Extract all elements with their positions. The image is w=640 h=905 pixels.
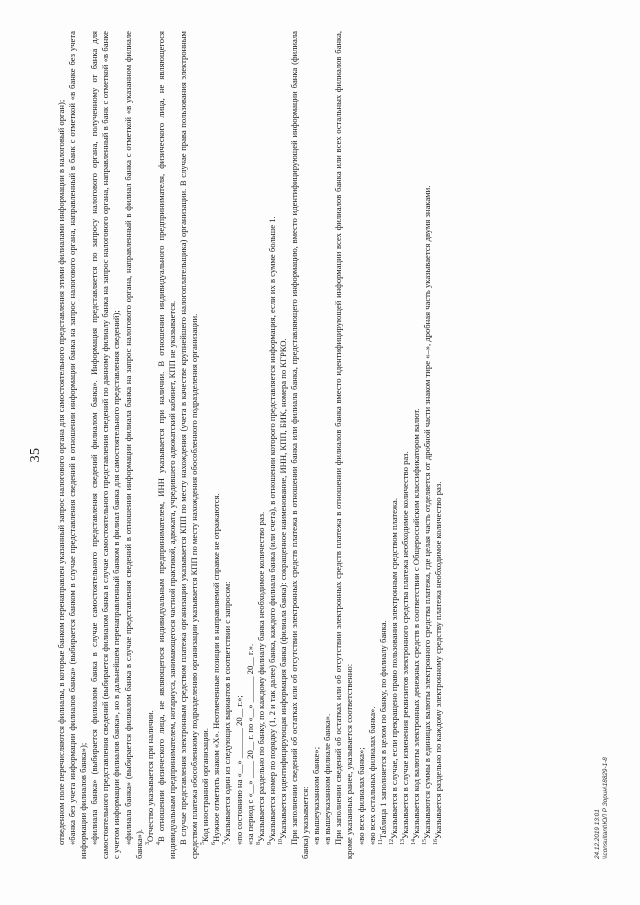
text-content: «по состоянию на «__» _______ 20__ г.»; [233, 695, 244, 845]
footnote [256, 31, 267, 859]
paragraph [67, 31, 89, 859]
text-content: Таблица 1 заполняется в целом по банку, по филиалу банка. [377, 620, 388, 840]
footnote [200, 31, 211, 859]
footer-path: \\consultant\ЮЛ Р Зорин\18829-1-8 [601, 757, 609, 859]
text-content: Указывается номер по порядку (1, 2 и так далее) банка, каждого филиала банка (или счета), в отношении которого представляется информация, если их в сумме больше 1. [266, 216, 277, 842]
text-line [234, 31, 245, 859]
footnote-marker: 8 [255, 842, 262, 845]
footnote [400, 31, 411, 859]
rotated-sheet [20, 15, 620, 895]
text-content: «банка без учета информации филиалов банка» (выбирается банком в случае представления сведений в отношении информации банка на запрос налогового органа, направленный в банк с отметкой «в банке без учета информации филиалов банка»); [67, 31, 89, 859]
text-content: В случае представления электронным средством платежа организации указывается КПП по месту нахождения (учета в качестве крупнейшего налогоплательщика) организации. В случае права пользования электронным средством платежа обособленному подразделению организации указывается КПП по месту нахождения обособленного подразделения организации. [178, 31, 200, 859]
page-number: 35 [28, 447, 43, 463]
text-content: Нужное отметить знаком «X». Неотмеченные позиции в направляемой справке не отражаются. [211, 493, 222, 842]
file-footer [594, 757, 609, 859]
text-content: При заполнении сведений об остатках или об отсутствии электронных средств платежа в отношении филиалов банка вместо идентифицирующей информации всех филиалов банка или всех остальных филиалов банка, кроме указанных ранее, указывается соответственно: [333, 31, 355, 859]
text-line [356, 31, 367, 859]
footnote-marker: 6 [211, 842, 218, 845]
footnote [222, 31, 233, 859]
text-content: «в вышеуказанном филиале банка». [322, 713, 333, 845]
text-line [367, 31, 378, 859]
paragraph [89, 31, 122, 859]
paragraph [123, 31, 145, 859]
text-content: отведенном поле перечисляются филиалы, в которые банком перенаправлен указанный запрос налогового органа для самостоятельного представления этими филиалами информации в налоговый орган); [56, 99, 66, 845]
text-content: Указывается в случае изменения реквизитов электронного средства платежа необходимое количество раз. [399, 451, 410, 839]
text-content: «филиала банка» (выбирается филиалом банка в случае представления сведений в отношении информации филиала банка на запрос налогового органа, направленный в филиал банка с отметкой «в указанном филиале банка»). [122, 31, 144, 859]
footnote [278, 31, 289, 859]
footer-timestamp: 24.12.2019 13:01 [594, 809, 601, 859]
footnote [411, 31, 422, 859]
paragraph [333, 31, 355, 859]
footnote-marker: 11 [377, 839, 384, 845]
paragraph [289, 31, 311, 859]
text-content: «в вышеуказанном банке»; [311, 746, 322, 845]
text-content: Код иностранной организации. [200, 728, 211, 842]
text-line [245, 31, 256, 859]
footnote [156, 31, 178, 859]
footnote [422, 31, 433, 859]
text-content: В отношении физического лица, не являющегося индивидуальным предпринимателем, ИНН указывается при наличии. В отношении индивидуального предпринимателя, физического лица, не являющегося индивидуальным предпринимателем, нотариуса, занимающегося частной практикой, адвоката, учредившего адвокатский кабинет, КПП не указывается. [155, 31, 177, 859]
text-line [311, 31, 322, 859]
footnote-marker: 10 [278, 839, 285, 845]
footnote [267, 31, 278, 859]
footnote [211, 31, 222, 859]
text-content: Указывается раздельно по банку, по каждому филиалу банка необходимое количество раз. [255, 511, 266, 842]
text-content: Указывается раздельно по каждому электронному средству платежа необходимое количество раз. [433, 481, 444, 839]
text-content: «за период с «__» ____ 20__ г. по «__» ______ 20__ г.». [244, 643, 255, 845]
text-content: При заполнении сведений об остатках или об отсутствии электронных средств платежа в отношении банка или филиала банка, представляющего информацию, вместо идентифицирующей информации банка (филиала банка) указывается: [288, 31, 311, 859]
paragraph [56, 31, 67, 859]
footnote-marker: 5 [200, 842, 207, 845]
footnote-marker: 3 [144, 842, 151, 845]
footnotes-text [56, 31, 444, 859]
text-content: Указывается один из следующих вариантов в соответствии с запросом: [222, 581, 233, 842]
text-content: «филиала банка» (выбирается филиалом банка в случае самостоятельного представления сведений филиалом банка». Информация представляется по запросу налогового органа, полученному от банка для самостоятельного представления сведений (выбирается филиалом банка в случае самостоятельного представления сведений по данному филиалу банка на запрос налогового органа, направленный в банк с отметкой «в банке с учетом информации филиалов банка», но в дальнейшем перенаправленный банком в филиал банка для самостоятельного представления сведений); [89, 31, 122, 859]
footnote-marker: 16 [433, 839, 440, 845]
footnote [145, 31, 156, 859]
footnote-marker: 9 [266, 842, 273, 845]
footnote [378, 31, 389, 859]
text-content: «во всех остальных филиалах банка». [366, 706, 377, 845]
footnote-marker: 14 [411, 839, 418, 845]
text-content: Указывается идентифицирующая информация банка (филиала банка): сокращенное наименование, ИНН, КПП, БИК, номера по КГРКО. [277, 338, 288, 839]
footnote-marker: 4 [155, 842, 162, 845]
text-content: Отчество указывается при наличии. [144, 710, 155, 842]
text-content: «во всех филиалах банка»; [355, 747, 366, 845]
footnote-marker: 12 [388, 839, 395, 845]
footnote-marker: 7 [222, 842, 229, 845]
footnote-marker: 13 [400, 839, 407, 845]
text-content: Указываются суммы в единицах валюты электронного средства платежа, где целая часть отделяется от дробной части знаком тире «–», дробная часть указывается двумя знаками. [422, 185, 433, 839]
footnote [433, 31, 444, 859]
footnote-marker: 15 [422, 839, 429, 845]
text-content: Указывается код валюты электронных денежных средств в соответствии с Общероссийским классификатором валют. [411, 408, 421, 839]
text-line [322, 31, 333, 859]
text-content: Указывается в случае, если прекращено право пользования электронным средством платежа. [388, 498, 399, 839]
footnote [389, 31, 400, 859]
paragraph [178, 31, 200, 859]
